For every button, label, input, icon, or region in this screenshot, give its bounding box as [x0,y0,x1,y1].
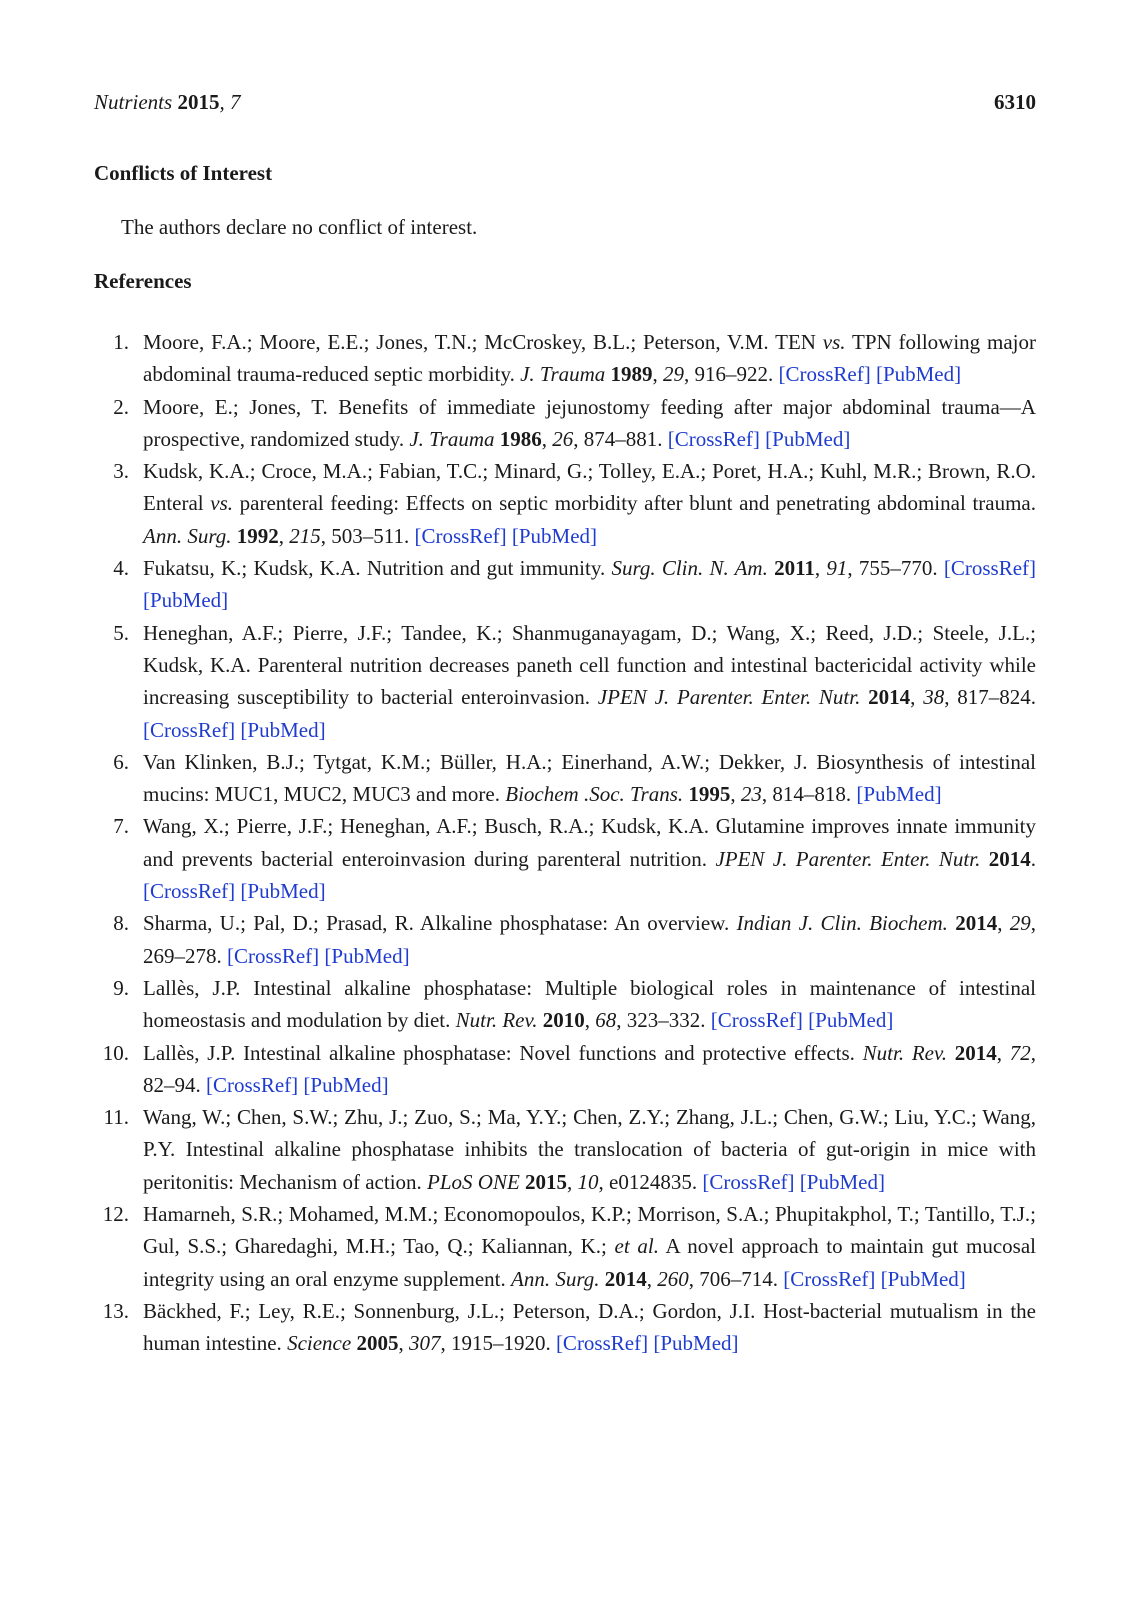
reference-year: 1992 [236,523,279,548]
reference-journal: Indian J. Clin. Biochem. [736,911,948,936]
reference-year: 2014 [954,1040,997,1065]
reference-volume: 307 [408,1331,441,1356]
reference-journal: Science [287,1331,352,1356]
journal-name: Nutrients [94,90,173,114]
reference-authors: Fukatsu, K.; Kudsk, K.A. [143,556,361,581]
reference-title: Parenteral nutrition decreases paneth cell function and intestinal bactericidal activity while increasing susceptibility to bacterial enteroinvasion. [143,652,1036,710]
crossref-link[interactable]: [CrossRef] [667,426,760,451]
reference-pages: 503–511. [331,523,410,548]
reference-number: 10. [102,1040,129,1065]
reference-title: parenteral feeding: Effects on septic morbidity after blunt and penetrating abdominal trauma. [233,491,1036,516]
page-number: 6310 [994,90,1036,114]
reference-journal: JPEN J. Parenter. Enter. Nutr. [715,846,981,871]
reference-journal: J. Trauma [520,362,606,387]
reference-number: 5. [113,620,129,645]
pubmed-link[interactable]: [PubMed] [799,1169,885,1194]
reference-vs: vs. [822,330,846,354]
references-heading: References [94,269,192,293]
reference-year: 2014 [955,911,998,936]
reference-title: Nutrition and gut immunity. [360,556,612,581]
reference-volume: 23 [740,782,762,807]
crossref-link[interactable]: [CrossRef] [783,1266,876,1291]
reference-pages: 269–278. [143,943,222,968]
reference-year: 2010 [542,1008,585,1033]
reference-title: TEN [768,330,823,354]
reference-journal: Nutr. Rev. [455,1008,538,1033]
conflicts-text: The authors declare no conflict of interest. [121,215,478,239]
reference-item: 2. Moore, E.; Jones, T. Benefits of immediate jejunostomy feeding after major abdominal trauma—A prospective, randomized study. J. Trauma 1986, 26, 874–881. [CrossRef] [PubMed] [94,391,1036,456]
crossref-link[interactable]: [CrossRef] [702,1169,795,1194]
pubmed-link[interactable]: [PubMed] [765,426,851,451]
reference-volume: 38 [923,685,945,710]
reference-number: 4. [113,556,129,581]
reference-title: Intestinal alkaline phosphatase inhibits the translocation of bacteria of gut-origin in mice with peritonitis: Mechanism of action. [143,1137,1036,1194]
reference-year: 1989 [610,362,653,387]
reference-number: 12. [102,1202,129,1227]
reference-title: Enteral [143,491,211,516]
reference-item: 12. Hamarneh, S.R.; Mohamed, M.M.; Economopoulos, K.P.; Morrison, S.A.; Phupitakphol, T.; Tantillo, T.J.; Gul, S.S.; Gharedaghi, M.H.; Tao, Q.; Kaliannan, K.; et al. A novel approach to maintain gut mucosal integrity using an oral enzyme supplement. Ann. Surg. 2014, 260, 706–714. [CrossRef] [PubMed] [94,1198,1036,1295]
reference-authors: Wang, X.; Pierre, J.F.; Heneghan, A.F.; Busch, R.A.; Kudsk, K.A. [143,814,709,839]
reference-year: 2015 [525,1169,568,1194]
reference-pages: 1915–1920. [450,1331,551,1356]
reference-item: 9. Lallès, J.P. Intestinal alkaline phosphatase: Multiple biological roles in maintenance of intestinal homeostasis and modulation by diet. Nutr. Rev. 2010, 68, 323–332. [CrossRef] [PubMed] [94,972,1036,1037]
pubmed-link[interactable]: [PubMed] [143,588,229,613]
reference-title: Intestinal alkaline phosphatase: Novel functions and protective effects. [235,1040,863,1065]
crossref-link[interactable]: [CrossRef] [414,523,507,548]
running-header [94,88,1036,116]
reference-number: 11. [103,1105,129,1130]
reference-title: Glutamine improves innate immunity and prevents bacterial enteroinvasion during parenteral nutrition. [143,814,1036,871]
reference-journal: PLoS ONE [427,1169,520,1194]
reference-volume: 29 [1009,911,1031,936]
reference-volume: 215 [289,523,321,548]
reference-item: 11. Wang, W.; Chen, S.W.; Zhu, J.; Zuo, S.; Ma, Y.Y.; Chen, Z.Y.; Zhang, J.L.; Chen, G.W.; Liu, Y.C.; Wang, P.Y. Intestinal alkaline phosphatase inhibits the translocation of bacteria of gut-origin in mice with peritonitis: Mechanism of action. PLoS ONE 2015, 10, e0124835. [CrossRef] [PubMed] [94,1101,1036,1198]
reference-title: A novel approach to maintain gut mucosal integrity using an oral enzyme supplement. [143,1234,1037,1291]
reference-list [94,326,1036,1360]
reference-number: 1. [113,330,129,354]
reference-item: 5. Heneghan, A.F.; Pierre, J.F.; Tandee, K.; Shanmuganayagam, D.; Wang, X.; Reed, J.D.; Steele, J.L.; Kudsk, K.A. Parenteral nutrition decreases paneth cell function and intestinal bactericidal activity while increasing susceptibility to bacterial enteroinvasion. JPEN J. Parenter. Enter. Nutr. 2014, 38, 817–824. [CrossRef] [PubMed] [94,617,1036,746]
reference-year: 1986 [499,426,542,451]
reference-item: 7. Wang, X.; Pierre, J.F.; Heneghan, A.F.; Busch, R.A.; Kudsk, K.A. Glutamine improves innate immunity and prevents bacterial enteroinvasion during parenteral nutrition. JPEN J. Parenter. Enter. Nutr. 2014. [CrossRef] [PubMed] [94,810,1036,907]
conflicts-heading: Conflicts of Interest [94,161,273,185]
reference-journal: Ann. Surg. [143,523,232,548]
journal-citation: Nutrients 2015, 7 [94,90,241,114]
reference-item: 10. Lallès, J.P. Intestinal alkaline phosphatase: Novel functions and protective effects. Nutr. Rev. 2014, 72, 82–94. [CrossRef] [PubMed] [94,1037,1036,1102]
reference-authors: Moore, F.A.; Moore, E.E.; Jones, T.N.; McCroskey, B.L.; Peterson, V.M. [143,330,769,354]
reference-number: 2. [113,394,129,419]
crossref-link[interactable]: [CrossRef] [227,943,320,968]
pubmed-link[interactable]: [PubMed] [240,879,326,904]
crossref-link[interactable]: [CrossRef] [206,1072,299,1097]
reference-volume: 72 [1009,1040,1031,1065]
crossref-link[interactable]: [CrossRef] [943,556,1037,581]
reference-authors: Wang, W.; Chen, S.W.; Zhu, J.; Zuo, S.; Ma, Y.Y.; Chen, Z.Y.; Zhang, J.L.; Chen, G.W.; Liu, Y.C.; Wang, P.Y. [143,1105,1036,1162]
reference-year: 2011 [774,556,815,581]
pubmed-link[interactable]: [PubMed] [880,1266,966,1291]
reference-journal: Nutr. Rev. [862,1040,948,1065]
reference-volume: 26 [552,426,574,451]
pubmed-link[interactable]: [PubMed] [240,717,326,742]
reference-et-al: et al. [614,1234,659,1259]
reference-pages: 814–818. [772,782,852,807]
pubmed-link[interactable]: [PubMed] [808,1008,894,1033]
reference-pages: e0124835. [609,1169,698,1194]
reference-journal: JPEN J. Parenter. Enter. Nutr. [597,685,861,710]
reference-authors: Hamarneh, S.R.; Mohamed, M.M.; Economopoulos, K.P.; Morrison, S.A.; Phupitakphol, T.; Tantillo, T.J.; Gul, S.S.; Gharedaghi, M.H.; Tao, Q.; Kaliannan, K.; [143,1202,1036,1259]
reference-number: 13. [102,1298,129,1323]
pubmed-link[interactable]: [PubMed] [303,1072,389,1097]
reference-journal: Surg. Clin. N. Am. [611,556,768,581]
reference-year: 2005 [356,1331,399,1356]
reference-journal: J. Trauma [409,426,495,451]
reference-authors: Lallès, J.P. [143,975,241,1000]
reference-number: 3. [113,459,129,484]
reference-year: 2014 [868,685,911,710]
reference-item: 8. Sharma, U.; Pal, D.; Prasad, R. Alkaline phosphatase: An overview. Indian J. Clin. Biochem. 2014, 29, 269–278. [CrossRef] [PubMed] [94,907,1036,972]
reference-number: 7. [113,814,129,839]
crossref-link[interactable]: [CrossRef] [555,1331,649,1356]
reference-item: 4. Fukatsu, K.; Kudsk, K.A. Nutrition and gut immunity. Surg. Clin. N. Am. 2011, 91, 755–770. [CrossRef] [PubMed] [94,552,1036,617]
reference-authors: Heneghan, A.F.; Pierre, J.F.; Tandee, K.; Shanmuganayagam, D.; Wang, X.; Reed, J.D.; Steele, J.L.; Kudsk, K.A. [143,620,1036,677]
reference-pages: 755–770. [858,556,938,581]
reference-pages: 817–824. [957,685,1037,710]
reference-authors: Kudsk, K.A.; Croce, M.A.; Fabian, T.C.; Minard, G.; Tolley, E.A.; Poret, H.A.; Kuhl, M.R.; Brown, R.O. [143,459,1036,484]
pubmed-link[interactable]: [PubMed] [856,782,942,807]
reference-title: Benefits of immediate jejunostomy feeding after major abdominal trauma—A prospective, randomized study. [143,394,1036,451]
reference-vs: vs. [210,491,234,516]
crossref-link[interactable]: [CrossRef] [710,1008,803,1033]
reference-title: Biosynthesis of intestinal mucins: MUC1, MUC2, MUC3 and more. [143,749,1037,807]
journal-year: 2015 [177,90,220,114]
reference-authors: Sharma, U.; Pal, D.; Prasad, R. [143,911,414,936]
reference-authors: Van Klinken, B.J.; Tytgat, K.M.; Büller, H.A.; Einerhand, A.W.; Dekker, J. [143,749,808,774]
reference-number: 9. [113,975,129,1000]
reference-volume: 29 [663,362,685,387]
crossref-link[interactable]: [CrossRef] [143,717,236,742]
reference-year: 2014 [604,1266,647,1291]
reference-authors: Moore, E.; Jones, T. [143,394,328,419]
reference-pages: 874–881. [583,426,663,451]
reference-item: 3. Kudsk, K.A.; Croce, M.A.; Fabian, T.C.; Minard, G.; Tolley, E.A.; Poret, H.A.; Kuhl, M.R.; Brown, R.O. Enteral vs. parenteral feeding: Effects on septic morbidity after blunt and penetrating abdominal trauma. Ann. Surg. 1992, 215, 503–511. [CrossRef] [PubMed] [94,455,1036,552]
reference-title: Alkaline phosphatase: An overview. [413,911,737,936]
reference-volume: 260 [657,1266,689,1291]
reference-year: 2014 [988,846,1031,871]
reference-authors: Bäckhed, F.; Ley, R.E.; Sonnenburg, J.L.; Peterson, D.A.; Gordon, J.I. [143,1298,756,1323]
reference-title: TPN following major abdominal trauma-reduced septic morbidity. [143,330,1036,387]
reference-journal: Biochem .Soc. Trans. [505,782,684,807]
reference-authors: Lallès, J.P. [143,1040,236,1065]
reference-journal: Ann. Surg. [511,1266,600,1291]
reference-year: 1995 [688,782,731,807]
pubmed-link[interactable]: [PubMed] [324,943,410,968]
pubmed-link[interactable]: [PubMed] [875,362,962,387]
reference-pages: 82–94. [143,1072,201,1097]
reference-pages: 916–922. [694,362,774,387]
reference-title: Host-bacterial mutualism in the human intestine. [143,1298,1036,1356]
reference-title: Intestinal alkaline phosphatase: Multiple biological roles in maintenance of intestinal homeostasis and modulation by diet. [143,975,1037,1033]
reference-pages: 323–332. [626,1008,706,1033]
reference-number: 8. [113,911,129,936]
pubmed-link[interactable]: [PubMed] [511,523,598,548]
reference-item: 13. Bäckhed, F.; Ley, R.E.; Sonnenburg, J.L.; Peterson, D.A.; Gordon, J.I. Host-bacterial mutualism in the human intestine. Science 2005, 307, 1915–1920. [CrossRef] [PubMed] [94,1295,1036,1360]
pubmed-link[interactable]: [PubMed] [653,1331,739,1356]
crossref-link[interactable]: [CrossRef] [778,362,871,387]
reference-number: 6. [113,749,129,774]
reference-item: 6. Van Klinken, B.J.; Tytgat, K.M.; Büller, H.A.; Einerhand, A.W.; Dekker, J. Biosynthesis of intestinal mucins: MUC1, MUC2, MUC3 and more. Biochem .Soc. Trans. 1995, 23, 814–818. [PubMed] [94,746,1036,811]
reference-volume: 91 [826,556,848,581]
reference-volume: 10 [577,1169,599,1194]
crossref-link[interactable]: [CrossRef] [143,879,236,904]
reference-item: 1. Moore, F.A.; Moore, E.E.; Jones, T.N.; McCroskey, B.L.; Peterson, V.M. TEN vs. TPN following major abdominal trauma-reduced septic morbidity. J. Trauma 1989, 29, 916–922. [CrossRef] [PubMed] [94,326,1036,391]
reference-pages: 706–714. [699,1266,778,1291]
journal-volume: 7 [229,90,241,114]
reference-volume: 68 [595,1008,617,1033]
